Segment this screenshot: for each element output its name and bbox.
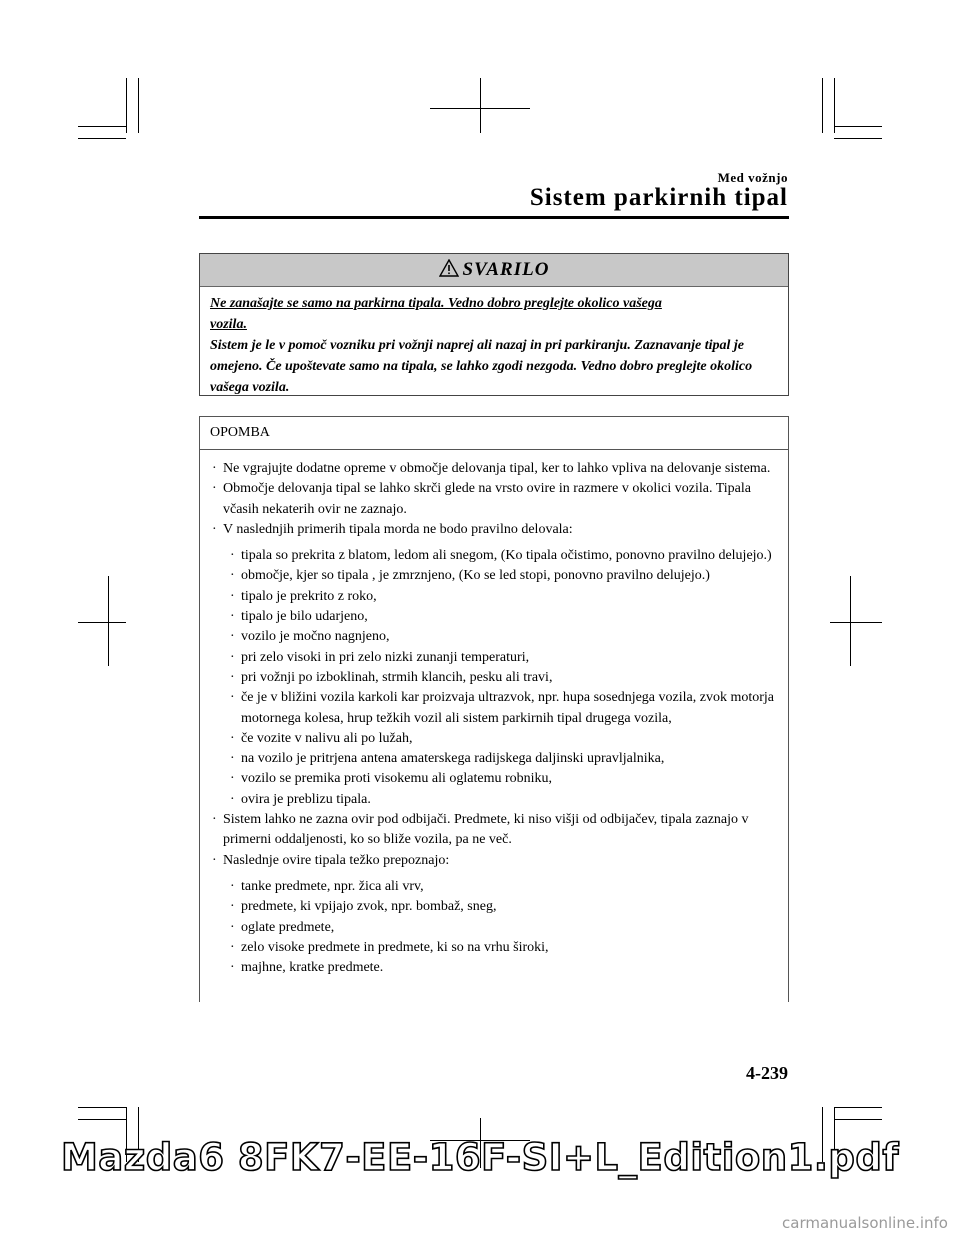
hard-objects-list: [210, 877, 778, 978]
list-item: · območje, kjer so tipala , je zmrznjeno, (Ko se led stopi, ponovno pravilno delujejo.): [230, 568, 710, 584]
warning-paragraph: Sistem je le v pomoč vozniku pri vožnji naprej ali nazaj in pri parkiranju. Zaznavanje tipal je omejeno. Če upoštevate samo na tipala, se lahko zgodi nezgoda. Vedno dobro preglejte okolico vašega vozila.: [210, 338, 753, 395]
list-item: · tipala so prekrita z blatom, ledom ali snegom, (Ko tipala očistimo, ponovno pravilno delujejo.): [230, 548, 772, 564]
footer-filename: Mazda6 8FK7-EE-16F-SI+L_Edition1.pdf: [60, 1136, 900, 1179]
list-item: · predmete, ki vpijajo zvok, npr. bombaž, sneg,: [230, 899, 497, 915]
page-title: Sistem parkirnih tipal: [529, 184, 788, 211]
list-item: · majhne, kratke predmete.: [230, 960, 384, 976]
note-box: [199, 416, 789, 1002]
warning-title: SVARILO: [462, 259, 550, 280]
list-item: · ovira je preblizu tipala.: [230, 791, 371, 807]
list-item: · če vozite v nalivu ali po lužah,: [230, 730, 413, 746]
warning-box: [199, 253, 789, 396]
list-item: · zelo visoke predmete in predmete, ki so na vrhu široki,: [230, 939, 549, 955]
list-item: · na vozilo je pritrjena antena amaterskega radijskega daljinski upravljalnika,: [230, 751, 665, 767]
warning-header: [200, 254, 788, 287]
header-divider: [199, 216, 789, 219]
note-item: · Območje delovanja tipal se lahko skrči glede na vrsto ovire in razmere v okolici vozila. Tipala včasih nekaterih ovir ne zaznajo.: [212, 481, 751, 517]
section-label: Med vožnjo: [717, 170, 788, 185]
warning-line-2: vozila.: [210, 317, 247, 332]
note-item: · Ne vgrajujte dodatne opreme v območje delovanja tipal, ker to lahko vpliva na delovanje sistema.: [212, 461, 771, 476]
list-item: · če je v bližini vozila karkoli kar proizvaja ultrazvok, npr. hupa sosednjega vozila, zvok motorja motornega kolesa, hrup težkih vozil ali sistem parkirnih tipal drugega vozila,: [230, 690, 774, 726]
list-item: · pri vožnji po izboklinah, strmih klancih, pesku ali travi,: [230, 669, 553, 685]
list-item: · pri zelo visoki in pri zelo nizki zunanji temperaturi,: [230, 649, 530, 665]
note-item: · Naslednje ovire tipala težko prepoznajo:: [212, 852, 450, 868]
warning-triangle-icon: [439, 259, 459, 282]
list-item: · oglate predmete,: [230, 919, 335, 935]
page-number: 4-239: [746, 1063, 788, 1083]
watermark: carmanualsonline.info: [782, 1214, 948, 1232]
note-title: OPOMBA: [200, 417, 788, 450]
list-item: · vozilo je močno nagnjeno,: [230, 629, 390, 645]
list-item: · tipalo je prekrito z roko,: [230, 588, 377, 604]
list-item: · tipalo je bilo udarjeno,: [230, 609, 368, 625]
list-item: · vozilo se premika proti visokemu ali oglatemu robniku,: [230, 771, 553, 787]
condition-list: [210, 546, 778, 810]
note-item: · V naslednjih primerih tipala morda ne bodo pravilno delovala:: [212, 521, 573, 537]
note-item: · Sistem lahko ne zazna ovir pod odbijači. Predmete, ki niso višji od odbijačev, tipala zaznajo v primerni oddaljenosti, ko so bliže vozila, pa ne več.: [212, 812, 749, 848]
warning-line-1: Ne zanašajte se samo na parkirna tipala. Vedno dobro preglejte okolico vašega: [210, 296, 662, 311]
list-item: · tanke predmete, npr. žica ali vrv,: [230, 878, 424, 894]
